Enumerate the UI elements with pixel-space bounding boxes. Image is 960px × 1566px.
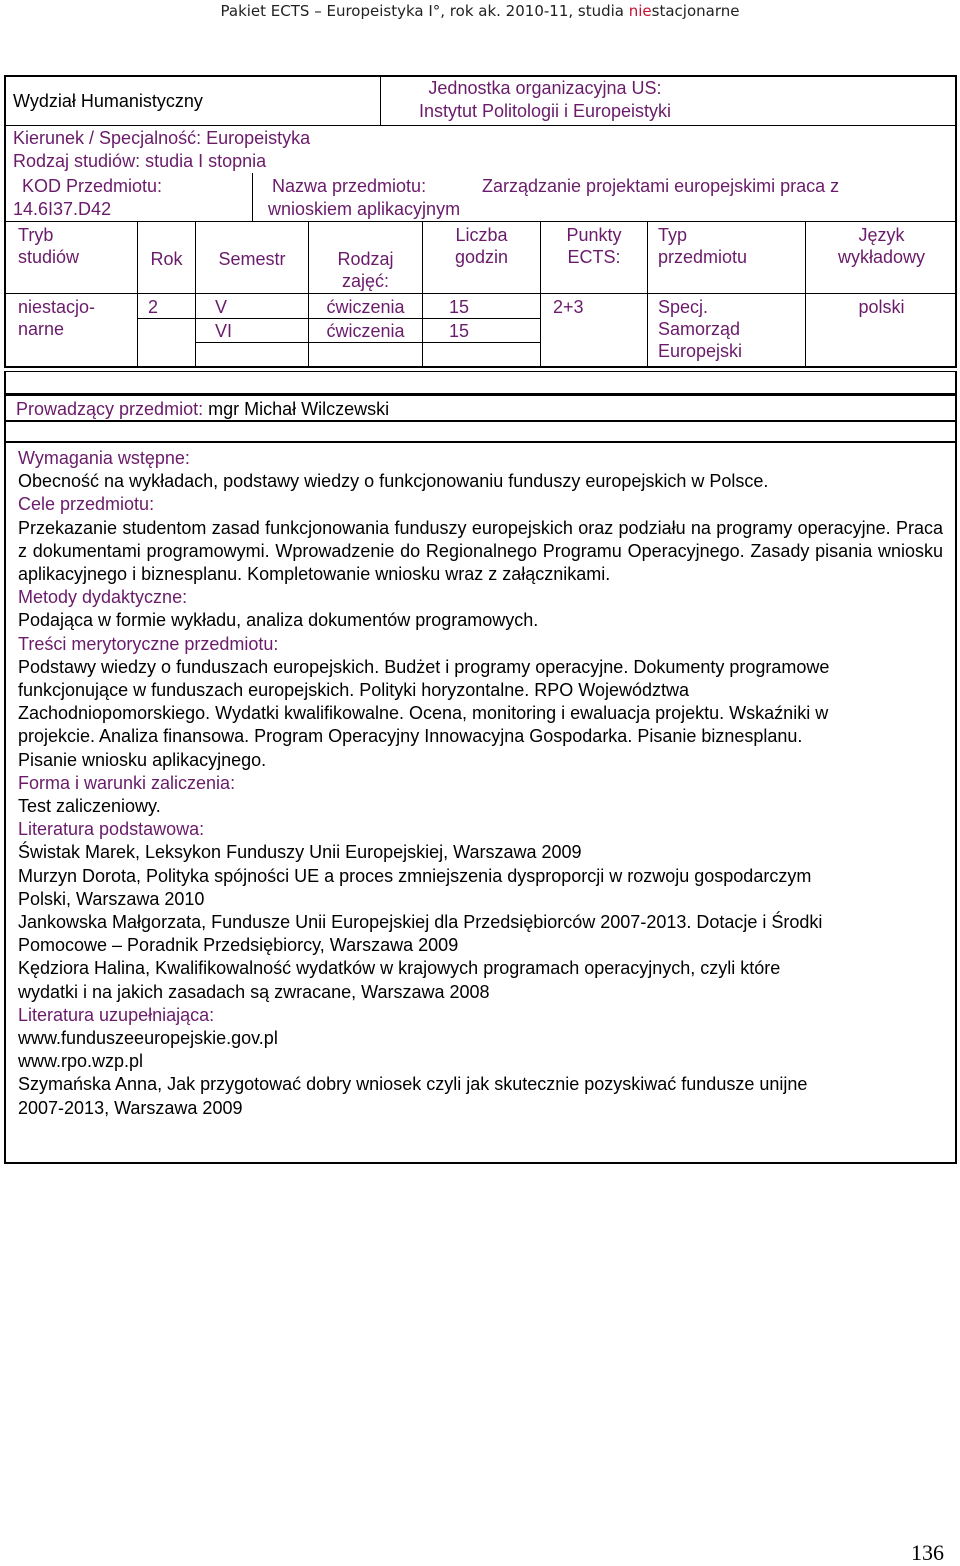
course-code-value: 14.6I37.D42 (13, 199, 112, 219)
supplementary-literature-line: Szymańska Anna, Jak przygotować dobry wniosek czyli jak skutecznie pozyskiwać fundusze unijne (18, 1074, 808, 1095)
ects-value: 2+3 (553, 297, 584, 317)
content-label: Treści merytoryczne przedmiotu: (18, 633, 279, 654)
methods-label: Metody dydaktyczne: (18, 587, 188, 608)
content-line: Zachodniopomorskiego. Wydatki kwalifikowalne. Ocena, monitoring i ewaluacja projektu. Wskaźniki w (18, 703, 829, 724)
basic-literature-line: Polski, Warszawa 2010 (18, 888, 205, 909)
spacer-row (4, 371, 957, 394)
year-value: 2 (148, 297, 159, 317)
col-header-mode: Tryb studiów (18, 225, 80, 267)
col-header-class-type: Rodzaj zajęć: (337, 249, 394, 291)
hours-value-2: 15 (449, 321, 470, 341)
semester-value-2: VI (215, 321, 233, 341)
spacer-row-2 (4, 422, 957, 441)
course-code-label: KOD Przedmiotu: (22, 176, 163, 196)
methods-text: Podająca w formie wykładu, analiza dokumentów programowych. (18, 610, 539, 631)
basic-literature-line: Kędziora Halina, Kwalifikowalność wydatków w krajowych programach operacyjnych, czyli które (18, 958, 781, 979)
basic-literature-line: wydatki i na jakich zasadach są zwracane, Warszawa 2008 (18, 981, 490, 1002)
objectives-label: Cele przedmiotu: (18, 494, 155, 515)
course-name-label: Nazwa przedmiotu: (272, 176, 427, 196)
requirements-label: Wymagania wstępne: (18, 448, 190, 468)
header-suffix: stacjonarne (651, 2, 740, 20)
class-type-value-1: ćwiczenia (326, 297, 405, 317)
study-type: Rodzaj studiów: studia I stopnia (13, 151, 267, 171)
supplementary-literature-line: www.funduszeeuropejskie.gov.pl (18, 1028, 278, 1049)
header-highlight: nie (628, 2, 652, 20)
col-header-semester: Semestr (218, 249, 286, 269)
course-type-value: Specj. Samorząd Europejski (658, 297, 743, 361)
class-type-value-2: ćwiczenia (326, 321, 405, 341)
syllabus-content (4, 441, 957, 1164)
course-name-value-1: Zarządzanie projektami europejskimi praca z (482, 176, 840, 196)
assessment-text: Test zaliczeniowy. (18, 796, 161, 817)
lecturer: Prowadzący przedmiot: mgr Michał Wilczewski (16, 399, 390, 419)
field-of-study: Kierunek / Specjalność: Europeistyka (13, 128, 311, 148)
col-header-language: Język wykładowy (837, 225, 926, 267)
col-header-ects: Punkty ECTS: (566, 225, 622, 267)
supplementary-literature-label: Literatura uzupełniająca: (18, 1004, 215, 1025)
course-name-value-2: wnioskiem aplikacyjnym (268, 199, 461, 219)
basic-literature-label: Literatura podstawowa: (18, 819, 205, 840)
language-value: polski (858, 297, 905, 317)
col-header-year: Rok (150, 249, 183, 269)
basic-literature-line: Świstak Marek, Leksykon Funduszy Unii Europejskiej, Warszawa 2009 (18, 842, 582, 863)
semester-value-1: V (215, 297, 228, 317)
unit-label: Jednostka organizacyjna US: (428, 78, 662, 98)
col-header-course-type: Typ przedmiotu (658, 225, 748, 267)
unit-value: Instytut Politologii i Europeistyki (418, 101, 672, 121)
basic-literature-line: Jankowska Małgorzata, Fundusze Unii Europejskiej dla Przedsiębiorców 2007-2013. Dotacje i Środki (18, 912, 823, 933)
content-line: funkcjonujące w funduszach europejskich. Polityki horyzontalne. RPO Województwa (18, 680, 690, 701)
supplementary-literature-line: www.rpo.wzp.pl (18, 1051, 144, 1072)
hours-value-1: 15 (449, 297, 470, 317)
supplementary-literature-line: 2007-2013, Warszawa 2009 (18, 1097, 243, 1118)
objectives-text: Przekazanie studentom zasad funkcjonowania funduszy europejskich oraz podziału na programy operacyjne. Praca z dokumentami programowymi. Wprowadzenie do Regionalnego Programu Operacyjnego. Zasady pisania wniosku aplikacyjnego i biznesplanu. Kompletowanie wniosku wraz z załącznikami. (18, 517, 943, 585)
study-mode-value: niestacjo- narne (18, 297, 96, 339)
requirements-text: Obecność na wykładach, podstawy wiedzy o funkcjonowaniu funduszy europejskich w Polsce. (18, 471, 769, 492)
content-line: projekcie. Analiza finansowa. Program Operacyjny Innowacyjna Gospodarka. Pisanie biznesplanu. (18, 726, 803, 747)
basic-literature-line: Murzyn Dorota, Polityka spójności UE a proces zmniejszenia dysproporcji w rozwoju gospodarczym (18, 865, 812, 886)
header-prefix: Pakiet ECTS – Europeistyka I°, rok ak. 2010-11, studia (220, 2, 629, 20)
page-header (0, 2, 960, 20)
basic-literature-line: Pomocowe – Poradnik Przedsiębiorcy, Warszawa 2009 (18, 935, 459, 956)
faculty-name: Wydział Humanistyczny (13, 91, 203, 111)
content-line: Podstawy wiedzy o funduszach europejskich. Budżet i programy operacyjne. Dokumenty programowe (18, 656, 830, 677)
content-line: Pisanie wniosku aplikacyjnego. (18, 749, 267, 770)
page-number: 136 (911, 1540, 944, 1565)
assessment-label: Forma i warunki zaliczenia: (18, 772, 236, 793)
col-header-hours: Liczba godzin (454, 225, 509, 267)
